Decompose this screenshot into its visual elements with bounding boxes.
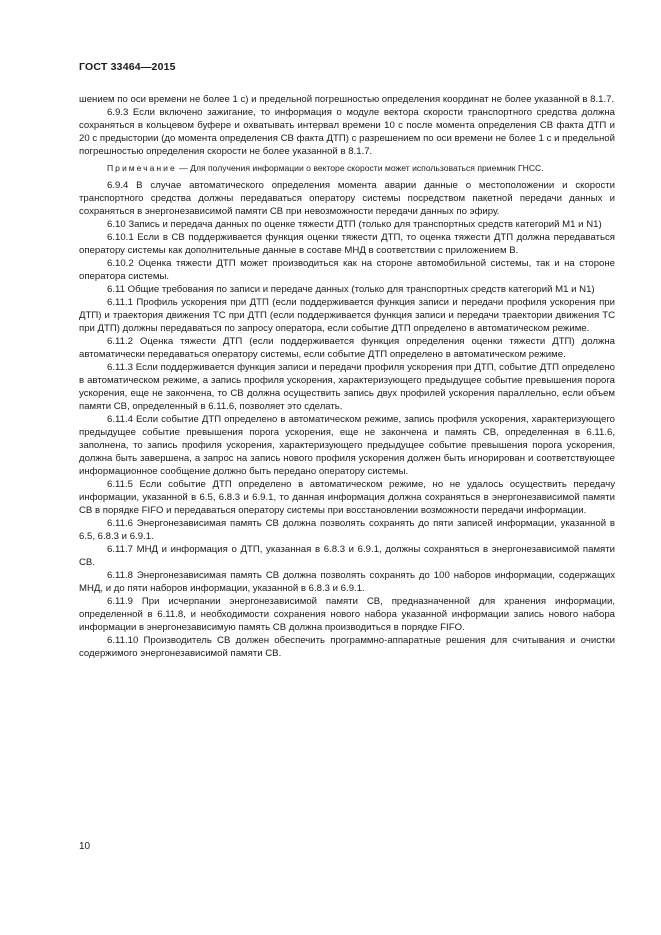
paragraph-6-11-2: 6.11.2 Оценка тяжести ДТП (если поддерживается функция определения оценки тяжести ДТП) должна автоматически передаваться оператору системы, если событие ДТП определено в автоматическом режиме.	[79, 336, 615, 360]
paragraph-6-11-4: 6.11.4 Если событие ДТП определено в автоматическом режиме, запись профиля ускорения, характеризующего предыдущее событие превышения порога ускорения, еще не закончена и память СВ, определенная в 6.11.6, заполнена, то запись профиля ускорения, характеризующего предыдущее событие превышения порога ускорения, должна быть завершена, а запрос на запись нового профиля ускорения должен быть игнорирован и соответствующее информационное сообщение должно быть передано оператору системы.	[79, 414, 615, 477]
page-number: 10	[79, 841, 91, 852]
paragraph-6-10-1: 6.10.1 Если в СВ поддерживается функция оценки тяжести ДТП, то оценка тяжести ДТП должна передаваться оператору системы как дополнительные данные в составе МНД в соответствии с приложением В.	[79, 232, 615, 256]
paragraph-6-11-5: 6.11.5 Если событие ДТП определено в автоматическом режиме, но не удалось осуществить передачу информации, указанной в 6.5, 6.8.3 и 6.9.1, то данная информация должна сохраняться в энергонезависимой памяти СВ в порядке FIFO и передаваться оператору системы при восстановлении возможности передачи информации.	[79, 479, 615, 516]
paragraph-6-9-4: 6.9.4 В случае автоматического определения момента аварии данные о местоположении и скорости транспортного средства должны передаваться оператору системы посредством пакетной передачи данных и сохраняться в энергонезависимой памяти СВ при невозможности передачи данных по эфиру.	[79, 180, 615, 217]
paragraph-6-9-3: 6.9.3 Если включено зажигание, то информация о модуле вектора скорости транспортного средства должна сохраняться в кольцевом буфере и охватывать интервал времени 10 с после момента определения СВ факта ДТП и 20 с предыстории (до момента определения СВ факта ДТП) с разрешением по оси времени не более 1 с и предельной погрешностью определения скорости не более указанной в 8.1.7.	[79, 107, 615, 157]
paragraph-6-11: 6.11 Общие требования по записи и передаче данных (только для транспортных средств категорий М1 и N1)	[107, 284, 595, 295]
paragraph-6-11-8: 6.11.8 Энергонезависимая память СВ должна позволять сохранять до 100 наборов информации, содержащих МНД, и до пяти наборов информации, указанной в 6.8.3 и 6.9.1.	[79, 570, 615, 594]
paragraph-6-11-6: 6.11.6 Энергонезависимая память СВ должна позволять сохранять до пяти записей информации, указанной в 6.5, 6.8.3 и 6.9.1.	[79, 518, 615, 542]
note-label: Примечание	[107, 163, 177, 173]
note	[79, 162, 615, 175]
note-text: — Для получения информации о векторе скорости может использоваться приемник ГНСС.	[176, 163, 544, 173]
paragraph-6-10-2: 6.10.2 Оценка тяжести ДТП может производиться как на стороне автомобильной системы, так и на стороне оператора системы.	[79, 258, 615, 282]
paragraph-continuation: шением по оси времени не более 1 с) и предельной погрешностью определения координат не более указанной в 8.1.7.	[79, 94, 615, 105]
paragraph-6-11-9: 6.11.9 При исчерпании энергонезависимой памяти СВ, предназначенной для хранения информации, определенной в 6.11.8, и необходимости сохранения нового набора указанной информации запись нового набора информации в энергонезависимую память СВ должна производиться в порядке FIFO.	[79, 596, 615, 633]
document-header: ГОСТ 33464—2015	[79, 61, 176, 73]
paragraph-6-10: 6.10 Запись и передача данных по оценке тяжести ДТП (только для транспортных средств категорий М1 и N1)	[107, 219, 602, 230]
paragraph-6-11-7: 6.11.7 МНД и информация о ДТП, указанная в 6.8.3 и 6.9.1, должны сохраняться в энергонезависимой памяти СВ.	[79, 544, 615, 568]
paragraph-6-11-3: 6.11.3 Если поддерживается функция записи и передачи профиля ускорения при ДТП, событие ДТП определено в автоматическом режиме, а запись профиля ускорения, характеризующего предыдущее событие превышения порога ускорения, еще не закончена, то СВ должна осуществить запись двух профилей ускорения параллельно, если объем памяти СВ, определенный в 6.11.6, позволяет это сделать.	[79, 362, 615, 412]
document-body	[79, 93, 615, 660]
paragraph-6-11-10: 6.11.10 Производитель СВ должен обеспечить программно-аппаратные решения для считывания и очистки содержимого энергонезависимой памяти СВ.	[79, 635, 615, 659]
paragraph-6-11-1: 6.11.1 Профиль ускорения при ДТП (если поддерживается функция записи и передачи профиля ускорения при ДТП) и траектория движения ТС при ДТП (если поддерживается функция записи и передачи траектории движения ТС при ДТП) должны передаваться по запросу оператора, если событие ДТП определено в автоматическом режиме.	[79, 297, 615, 334]
